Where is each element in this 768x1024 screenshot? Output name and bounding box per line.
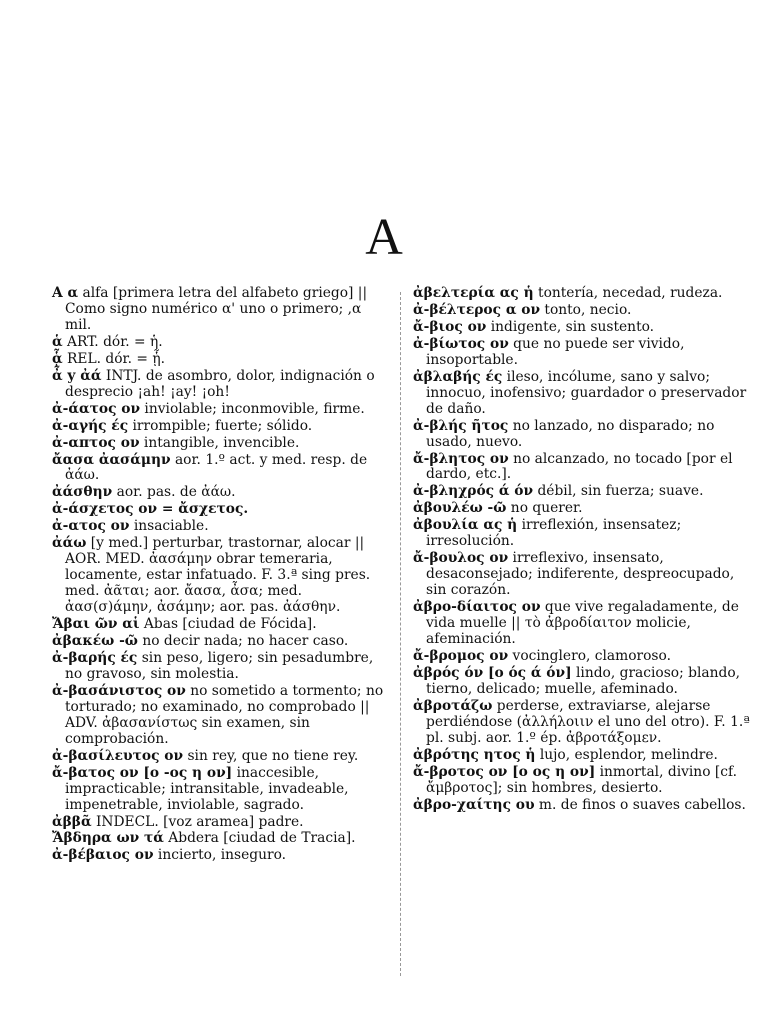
dictionary-entry [413,419,751,451]
entry-definition: insaciable. [129,518,209,535]
dictionary-entry [52,369,390,401]
entry-headword: ἄ-βουλος ον [413,550,509,567]
entry-definition: inviolable; inconmovible, firme. [140,400,365,417]
entry-headword: ἀβρότης ητος ἡ [413,746,536,763]
entry-definition: irreflexión, insensatez; irresolución. [426,517,682,550]
entry-definition: incierto, inseguro. [153,847,287,864]
entry-headword: Ἄβδηρα ων τά [52,830,164,847]
entry-headword: ἄ-βροτος ον [ο ος η ον] [413,763,596,780]
entry-headword: ἀβρο-δίαιτος ον [413,599,541,616]
entry-headword: ἀββᾶ [52,813,92,830]
dictionary-entry [52,485,390,501]
dictionary-entry [413,320,751,336]
entry-definition: Abas [ciudad de Fócida]. [139,616,317,633]
entry-definition: INTJ. de asombro, dolor, indignación o desprecio ¡ah! ¡ay! ¡oh! [65,367,375,400]
dictionary-entry [52,436,390,452]
entry-definition: no querer. [506,500,583,517]
dictionary-entry [52,651,390,683]
dictionary-entry [52,519,390,535]
entry-headword: ἀ-απτος ον [52,434,140,451]
entry-headword: ἀβουλέω -ῶ [413,500,507,517]
dictionary-entry [413,551,751,599]
entry-headword: ἁ [52,333,63,350]
entry-headword: ἀ-βίωτος ον [413,335,509,352]
right-column [413,286,751,815]
entry-headword: Α α [52,285,79,301]
entry-definition: sin peso, ligero; sin pesadumbre, no gravoso, sin molestia. [65,649,374,682]
dictionary-entry [413,649,751,665]
entry-definition: Abdera [ciudad de Tracia]. [163,830,356,847]
entry-definition: lindo, gracioso; blando, tierno, delicado; muelle, afeminado. [426,664,741,697]
dictionary-entry [52,402,390,418]
entry-definition: irrompible; fuerte; sólido. [128,417,313,434]
dictionary-entry [413,452,751,484]
entry-headword: ἀ-βλής ῆτος [413,417,509,434]
dictionary-entry [52,634,390,650]
dictionary-entry [413,518,751,550]
entry-headword: ἀ-βασάνιστος ον [52,682,186,699]
entry-headword: ἀ-αγής ές [52,417,129,434]
dictionary-entry [52,352,390,368]
dictionary-entry [52,536,390,616]
dictionary-entry [52,502,390,518]
dictionary-entry [52,684,390,748]
entry-definition: inaccesible, impracticable; intransitable, invadeable, impenetrable, inviolable, sagrado. [65,764,349,813]
entry-headword: ἀ-βαρής ές [52,649,138,666]
dictionary-entry [413,666,751,698]
dictionary-entry [52,831,390,847]
entry-headword: ἀβρο-χαίτης ου [413,796,535,813]
entry-headword: ἀάσθην [52,484,113,501]
dictionary-entry [413,370,751,418]
dictionary-entry [52,617,390,633]
entry-headword: ἀβλαβής ές [413,368,503,385]
entry-definition: indigente, sin sustento. [486,318,655,335]
entry-definition: REL. dór. = ᾗ. [62,350,165,367]
entry-definition: que vive regaladamente, de vida muelle || τὸ ἀβροδίαιτον molicie, afeminación. [426,599,739,648]
entry-definition: no sometido a tormento; no torturado; no examinado, no comprobado || ADV. ἀβασανίστως sin examen, sin comprobación. [65,682,384,747]
entry-headword: ᾇ [52,350,63,367]
dictionary-entry [413,303,751,319]
entry-headword: ἄ-βιος ον [413,318,487,335]
entry-definition: débil, sin fuerza; suave. [533,483,704,500]
dictionary-entry [52,766,390,814]
dictionary-entry [413,699,751,747]
entry-headword: ἀ-βέβαιος ον [52,847,154,864]
entry-headword: ἀ-βασίλευτος ον [52,747,184,764]
dictionary-entry [413,286,751,302]
entry-definition: [y med.] perturbar, trastornar, alocar || AOR. MED. ἀασάμην obrar temeraria, locamente, estar infatuado. F. 3.ª sing pres. med. ἀᾶται; aor. ἄασα, ἆσα; med. ἀασ(σ)άμην, ἀσάμην; aor. pas. ἀάσθην. [65,535,371,616]
dictionary-entry [52,286,390,334]
entry-definition: tonto, necio. [540,301,632,318]
entry-definition: ART. dór. = ἡ. [62,333,163,350]
dictionary-entry [413,765,751,797]
entry-definition: que no puede ser vivido, insoportable. [426,335,685,368]
dictionary-entry [413,600,751,648]
dictionary-entry [413,501,751,517]
entry-headword: ἄ-βλητος ον [413,450,509,467]
entry-definition: ileso, incólume, sano y salvo; innocuo, inofensivo; guardador o preservador de daño. [426,368,747,417]
entry-definition: vocinglero, clamoroso. [508,647,671,664]
entry-headword: ἀβουλία ας ἡ [413,517,518,534]
dictionary-entry [52,749,390,765]
left-column [52,286,390,865]
dictionary-entry [413,748,751,764]
entry-headword: ἄ-βρομος ον [413,647,509,664]
entry-headword: ἀ-ατος ον [52,518,130,535]
entry-headword: ἀ-βέλτερος α ον [413,301,541,318]
entry-headword: ἀβρός όν [ο ός ά όν] [413,664,572,681]
dictionary-entry [413,337,751,369]
entry-definition: intangible, invencible. [139,434,300,451]
dictionary-entry [413,798,751,814]
section-letter: A [365,209,403,266]
entry-definition: INDECL. [voz aramea] padre. [91,813,304,830]
entry-definition: tontería, necedad, rudeza. [533,285,723,301]
entry-headword: ἀ-άατος ον [52,400,141,417]
entry-definition: irreflexivo, insensato, desaconsejado; indiferente, despreocupado, sin corazón. [426,550,735,599]
entry-headword: ἄ-βατος ον [ο -ος η ον] [52,764,233,781]
entry-headword: ἀβακέω -ῶ [52,633,138,650]
entry-headword: Ἄβαι ῶν αἱ [52,616,140,633]
dictionary-entry [52,815,390,831]
entry-definition: m. de finos o suaves cabellos. [534,796,746,813]
entry-headword: ἄασα ἀασάμην [52,451,171,468]
entry-definition: aor. pas. de ἀάω. [112,484,236,501]
column-divider [400,292,401,976]
dictionary-entry [413,484,751,500]
entry-definition: no lanzado, no disparado; no usado, nuevo. [426,417,715,450]
entry-headword: ἀ-βληχρός ά όν [413,483,534,500]
entry-definition: sin rey, que no tiene rey. [183,747,359,764]
entry-definition: alfa [primera letra del alfabeto griego] || Como signo numérico α' uno o primero; ,α mil. [65,285,368,333]
entry-definition: aor. 1.º act. y med. resp. de ἀάω. [65,451,368,484]
dictionary-entry [52,419,390,435]
entry-headword: ἆ y ἀά [52,367,102,384]
entry-definition: lujo, esplendor, melindre. [535,746,718,763]
entry-definition: inmortal, divino [cf. ἄμβροτος]; sin hombres, desierto. [426,763,737,796]
entry-headword: ἀ-άσχετος ον = ἄσχετος. [52,501,249,518]
dictionary-entry [52,335,390,351]
entry-definition: no alcanzado, no tocado [por el dardo, etc.]. [426,450,733,483]
entry-headword: ἀβελτερία ας ἡ [413,285,534,301]
entry-headword: ἀάω [52,535,87,552]
entry-definition: no decir nada; no hacer caso. [137,633,349,650]
dictionary-entry [52,453,390,485]
entry-definition: perderse, extraviarse, alejarse perdiéndose (ἀλλήλοιιν el uno del otro). F. 1.ª pl. subj. aor. 1.º ép. ἀβροτάξομεν. [426,697,750,746]
dictionary-entry [52,848,390,864]
entry-headword: ἀβροτάζω [413,697,493,714]
